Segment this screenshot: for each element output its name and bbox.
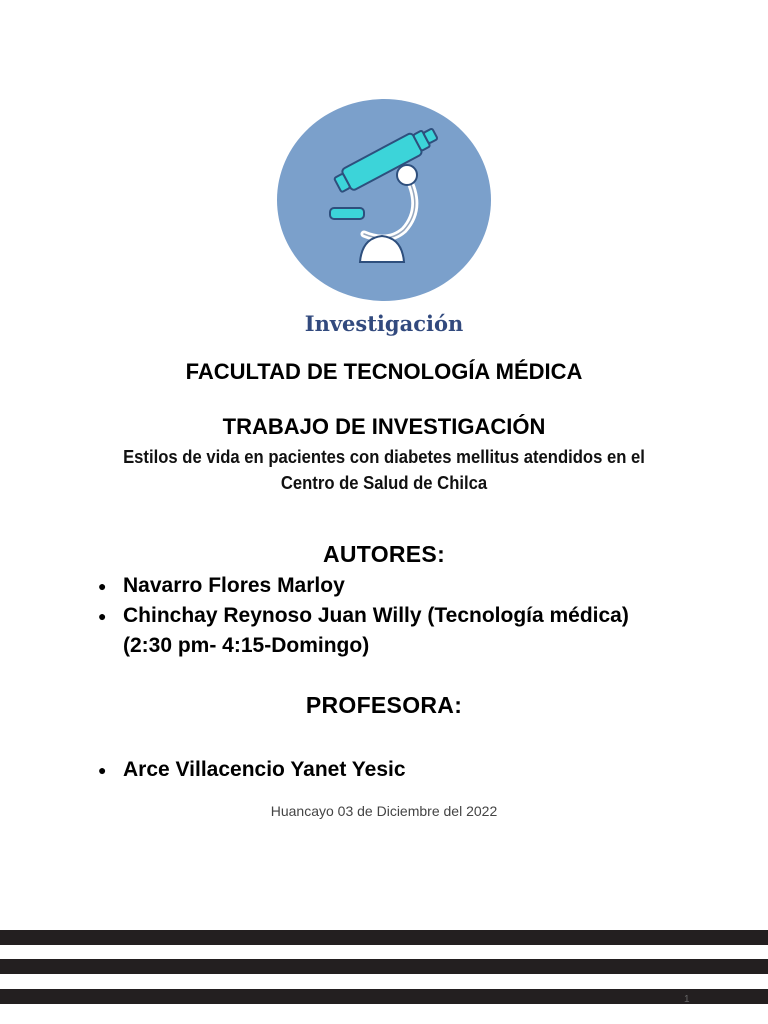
bullet-icon: ● xyxy=(98,762,107,778)
work-type-title: TRABAJO DE INVESTIGACIÓN xyxy=(222,414,546,439)
list-item xyxy=(98,755,406,785)
list-item xyxy=(98,571,629,601)
page-number: 1 xyxy=(684,994,690,1005)
author-schedule: (2:30 pm- 4:15-Domingo) xyxy=(123,634,370,657)
decorative-stripe xyxy=(0,989,768,1004)
authors-heading: AUTORES: xyxy=(322,541,446,567)
research-title-line-1: Estilos de vida en pacientes con diabetes mellitus atendidos en el xyxy=(123,446,645,467)
professor-heading: PROFESORA: xyxy=(305,692,463,718)
faculty-title: FACULTAD DE TECNOLOGÍA MÉDICA xyxy=(185,359,583,384)
logo-label: Investigación xyxy=(304,311,464,336)
decorative-stripe xyxy=(0,930,768,945)
professor-name: Arce Villacencio Yanet Yesic xyxy=(123,758,406,781)
authors-list xyxy=(98,571,629,661)
microscope-logo xyxy=(276,98,492,302)
list-item xyxy=(98,601,629,661)
author-name: Chinchay Reynoso Juan Willy (Tecnología médica) xyxy=(123,604,629,627)
research-title xyxy=(92,444,675,496)
author-name: Navarro Flores Marloy xyxy=(123,574,345,597)
bullet-icon: ● xyxy=(98,578,107,594)
decorative-stripe xyxy=(0,959,768,974)
research-title-line-2: Centro de Salud de Chilca xyxy=(280,472,488,493)
bullet-icon: ● xyxy=(98,608,107,624)
place-date: Huancayo 03 de Diciembre del 2022 xyxy=(270,803,498,819)
professor-list xyxy=(98,755,406,785)
